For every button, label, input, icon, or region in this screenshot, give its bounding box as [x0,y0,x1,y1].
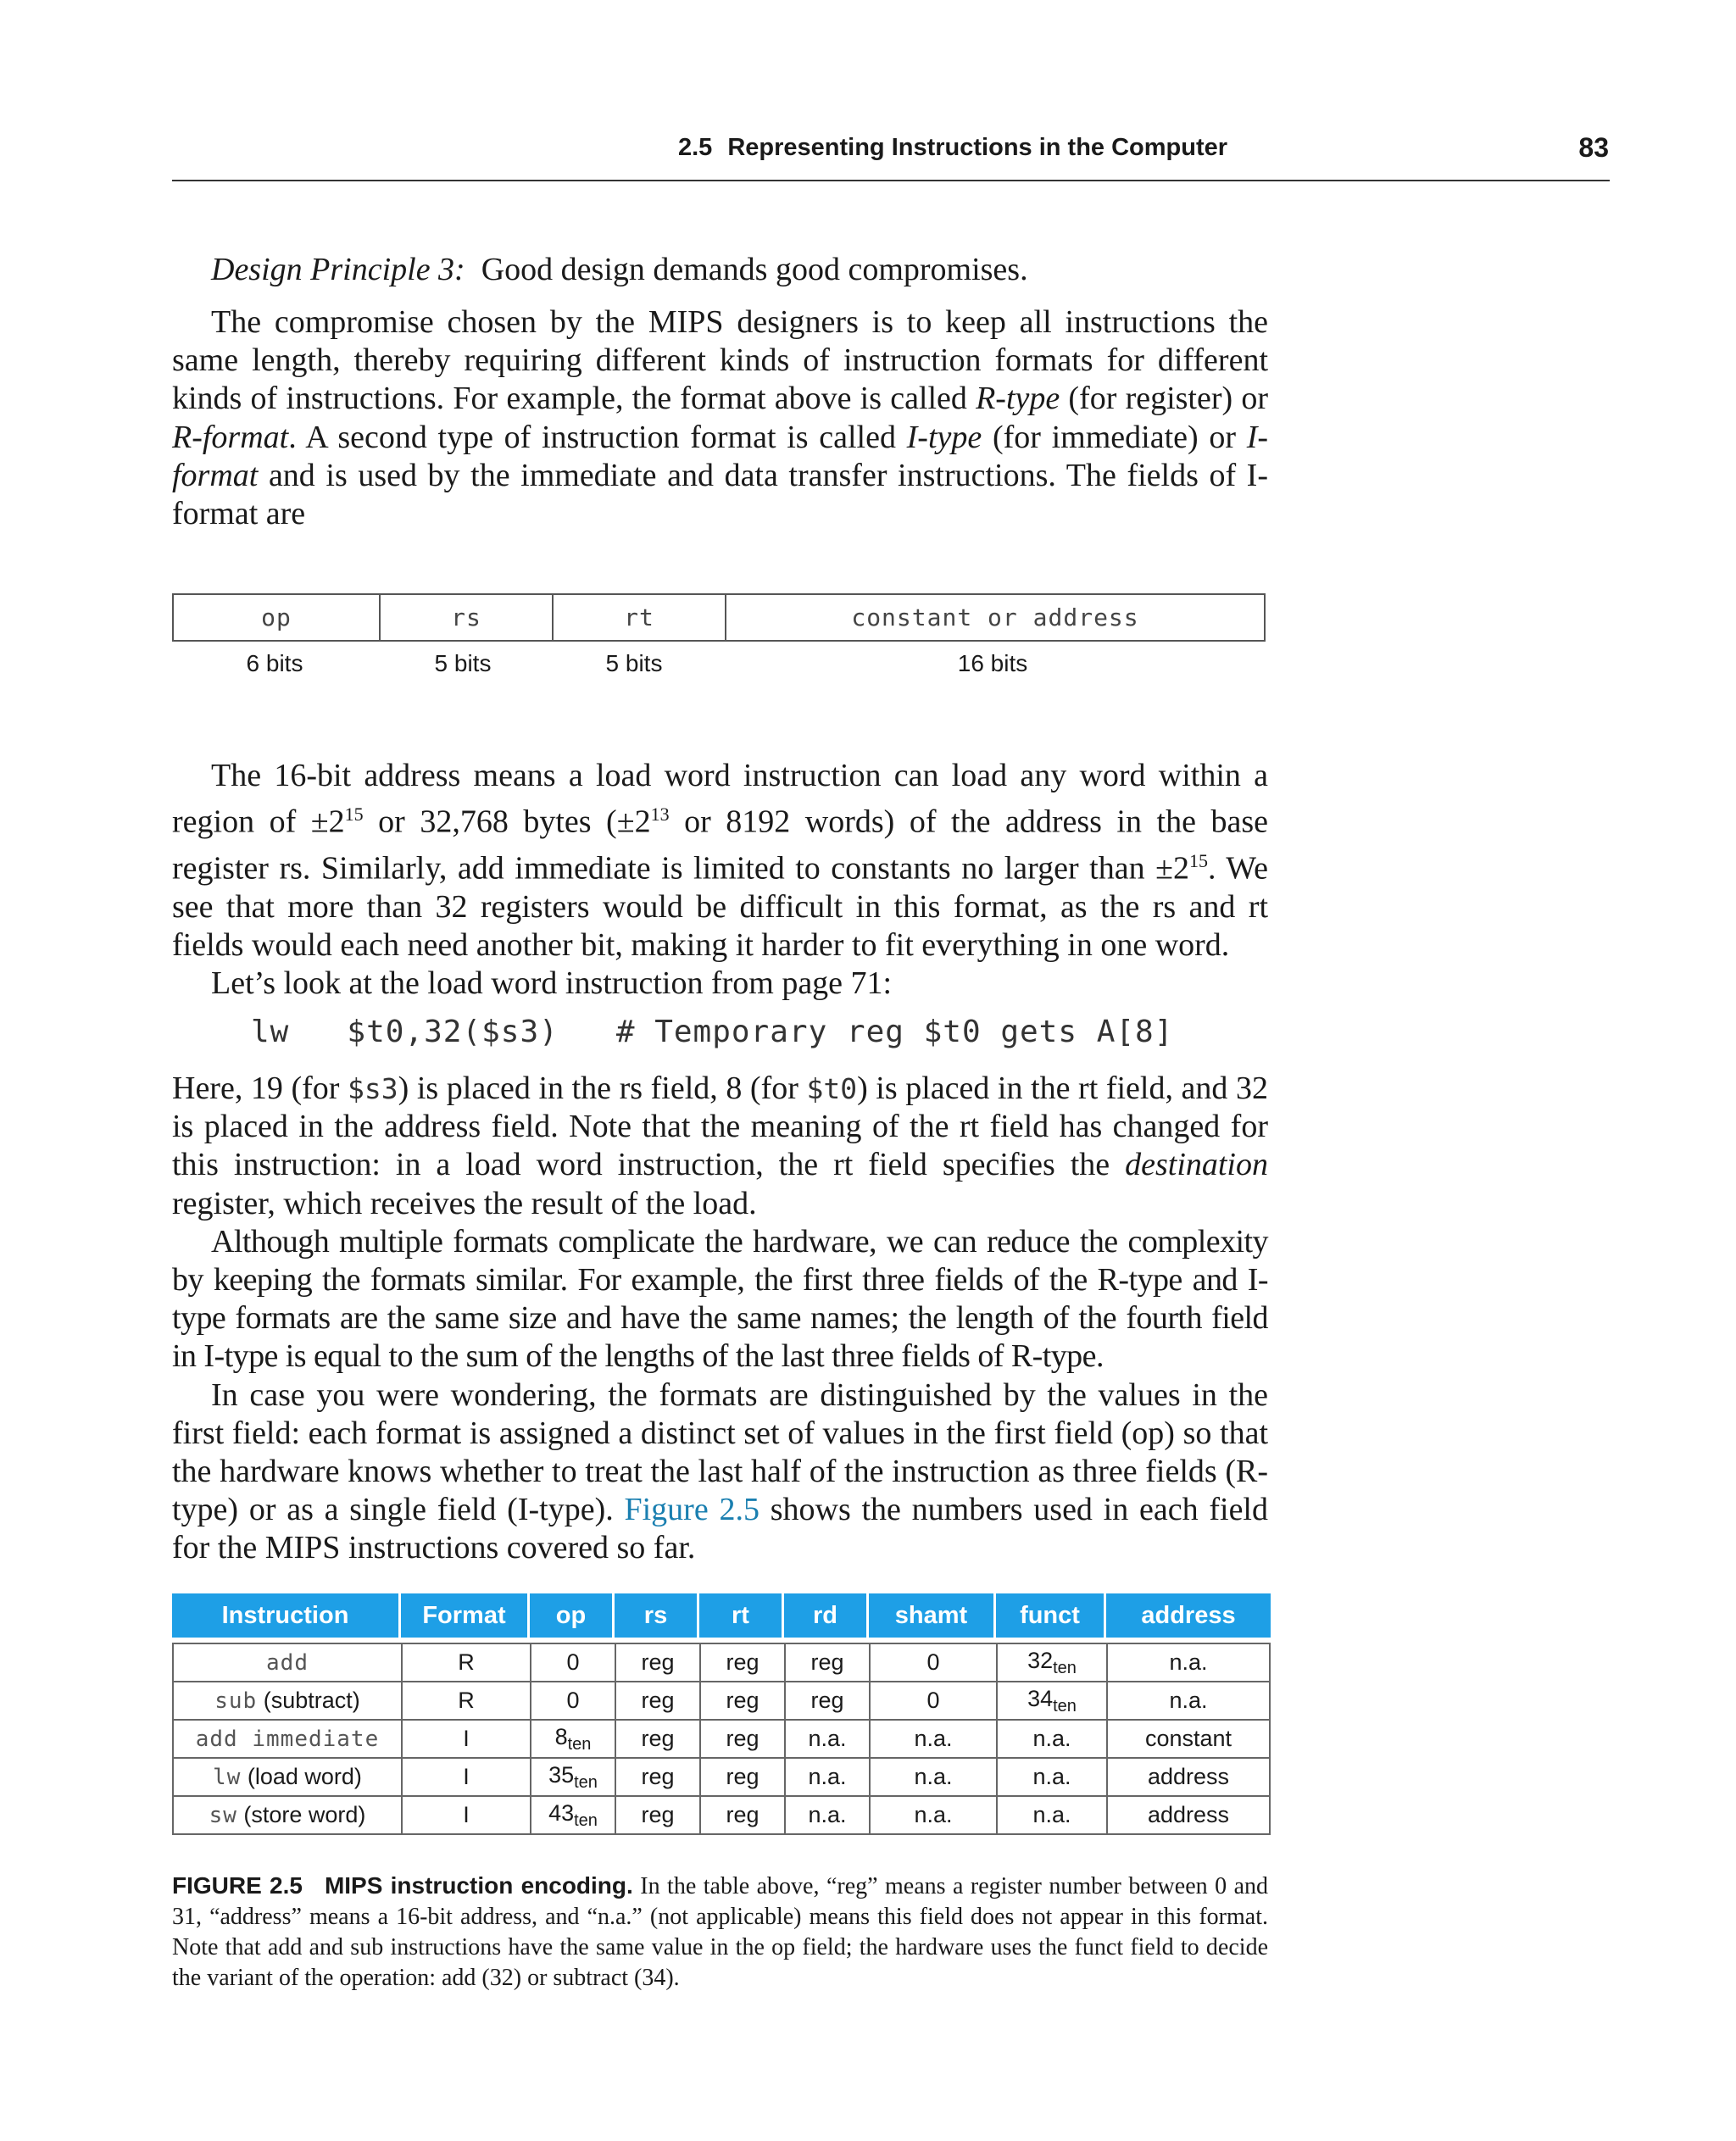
para1-text-2: (for register) or [1060,381,1268,417]
i-format-term: I-format [172,419,1268,493]
header-address: address [1106,1593,1271,1638]
cell-instr [172,1797,401,1835]
figure-2-5-link[interactable]: Figure 2.5 [624,1492,760,1528]
table-row [172,1682,1271,1721]
cell-rd: n.a. [784,1759,869,1797]
para2-text-3: or 8192 words) of the address in the base register rs. Similarly, add immediate is limited to constants no larger than ±2 [172,804,1268,887]
para1-text-4: (for immediate) or [982,419,1247,455]
para2-text-2: or 32,768 bytes (±2 [363,804,651,840]
header-rd: rd [784,1593,869,1638]
instruction-note: (subtract) [263,1688,360,1713]
cell-rs: reg [615,1797,699,1835]
instruction-mnemonic: sub [214,1688,258,1714]
para2-text-4: . We see that more than 32 registers would be difficult in this format, as the rs and rt fields would each need another bit, making it harder to fit everything in one word. [172,850,1268,964]
design-principle [211,251,1028,288]
cell-format: R [401,1643,530,1682]
cell-address: address [1106,1797,1271,1835]
field-constant-or-address: constant or address [851,603,1139,631]
cell-op [530,1759,615,1797]
cell-funct: n.a. [996,1797,1106,1835]
principle-label: Design Principle 3: [211,252,465,287]
code-example [251,1015,1173,1049]
cell-shamt: n.a. [869,1759,996,1797]
paragraph-formats-similar: Although multiple formats complicate the hardware, we can reduce the complexity by keeping the formats similar. For example, the first three fields of the R-type and I-type formats are the same size and have the same names; the length of the fourth field in I-type is equal to the sum of the lengths of the last three fields of R-type. [172,1223,1268,1375]
op-value: 43 [548,1799,575,1826]
cell-format: I [401,1797,530,1835]
cell-rs: reg [615,1682,699,1721]
instruction-note: (load word) [247,1764,362,1789]
op-value: 35 [548,1761,575,1788]
exponent-15b: 15 [1188,850,1208,872]
bits-rs: 5 bits [434,650,492,676]
cell-instr [172,1643,401,1682]
cell-instr [172,1759,401,1797]
i-format-diagram [172,593,1266,677]
code-op: lw [251,1015,290,1049]
instruction-encoding-table [172,1593,1271,1835]
r-type-term: R-type [976,381,1060,417]
cell-rt: reg [699,1797,784,1835]
cell-format: I [401,1721,530,1759]
funct-value: 32 [1027,1647,1054,1673]
page-number: 83 [1578,132,1609,163]
para4-text-1: Here, 19 (for [172,1070,348,1106]
para4-text-4: register, which receives the result of the load. [172,1185,757,1221]
cell-rt: reg [699,1759,784,1797]
cell-op: 0 [530,1643,615,1682]
op-base-subscript: ten [574,1772,598,1792]
para4-text-3: ) is placed in the rt field, and 32 is placed in the address field. Note that the meaning of the rt field has changed for this instruction: in a load word instruction, the rt field specifies the [172,1070,1268,1183]
table-header-row [172,1593,1271,1638]
cell-op: 0 [530,1682,615,1721]
cell-address: constant [1106,1721,1271,1759]
cell-funct: n.a. [996,1759,1106,1797]
para1-text-5: and is used by the immediate and data transfer instructions. The fields of I-format are [172,457,1268,532]
cell-format: I [401,1759,530,1797]
cell-shamt: 0 [869,1643,996,1682]
exponent-15: 15 [344,804,364,826]
instruction-mnemonic: add immediate [195,1727,380,1752]
header-rt: rt [699,1593,784,1638]
cell-rt: reg [699,1721,784,1759]
i-format-fields [172,593,1266,642]
para1-text-3: . A second type of instruction format is called [288,419,907,455]
op-value: 8 [554,1723,568,1749]
instruction-mnemonic: add [266,1650,309,1676]
cell-rd: n.a. [784,1721,869,1759]
paragraph-formats [172,303,1268,533]
paragraph-load-word: Let’s look at the load word instruction from page 71: [211,965,893,1002]
instruction-mnemonic: lw [213,1765,242,1790]
cell-rt: reg [699,1682,784,1721]
exponent-13: 13 [650,804,670,826]
cell-op [530,1721,615,1759]
table-row [172,1759,1271,1797]
caption-figure-number: FIGURE 2.5 [172,1872,303,1899]
cell-instr [172,1682,401,1721]
header-rule [172,180,1610,181]
reg-t0: $t0 [806,1072,858,1105]
running-head [678,134,1227,162]
funct-base-subscript: ten [1053,1696,1077,1716]
cell-funct [996,1682,1106,1721]
i-format-bit-widths [172,650,1266,677]
para6-text-1: In case you were wondering, the formats are distinguished by the values in the first field: each format is assigned a distinct set of values in the first field (op) so that the hardware knows whether to treat the last half of the instruction as three fields (R-type) or as a single field (I-type). [172,1376,1268,1528]
figure-caption [172,1871,1268,1994]
principle-text: Good design demands good compromises. [481,252,1028,287]
cell-format: R [401,1682,530,1721]
cell-instr [172,1721,401,1759]
cell-address: n.a. [1106,1682,1271,1721]
section-number: 2.5 [678,134,713,161]
table-row [172,1797,1271,1835]
op-base-subscript: ten [574,1810,598,1830]
field-op: op [174,595,381,640]
para1-text-1: The compromise chosen by the MIPS designers is to keep all instructions the same length, thereby requiring different kinds of instruction formats for different kinds of instructions. For example, the format above is called [172,304,1268,417]
header-funct: funct [996,1593,1106,1638]
caption-title: MIPS instruction encoding. [324,1872,633,1899]
bits-rt: 5 bits [605,650,663,676]
header-instruction: Instruction [172,1593,401,1638]
para2-text-1: The 16-bit address means a load word instruction can load any word within a region of ±2 [172,758,1268,840]
header-shamt: shamt [869,1593,996,1638]
section-title: Representing Instructions in the Computer [727,134,1228,161]
cell-shamt: n.a. [869,1721,996,1759]
cell-rd: n.a. [784,1797,869,1835]
cell-funct: n.a. [996,1721,1106,1759]
cell-rs: reg [615,1721,699,1759]
para6-text-2: shows the numbers used in each field for the MIPS instructions covered so far. [172,1492,1268,1566]
bits-op: 6 bits [246,650,303,676]
funct-base-subscript: ten [1053,1658,1077,1677]
destination-term: destination [1125,1147,1268,1183]
cell-op [530,1797,615,1835]
funct-value: 34 [1027,1685,1054,1711]
table-row [172,1721,1271,1759]
cell-funct [996,1643,1106,1682]
cell-address: address [1106,1759,1271,1797]
cell-rs: reg [615,1643,699,1682]
cell-rt: reg [699,1643,784,1682]
op-base-subscript: ten [567,1734,592,1754]
cell-shamt: 0 [869,1682,996,1721]
cell-shamt: n.a. [869,1797,996,1835]
header-op: op [530,1593,615,1638]
r-format-term: R-format [172,419,289,455]
paragraph-fields-explanation [172,1070,1268,1568]
code-operands: $t0,32($s3) [347,1015,559,1049]
cell-address: n.a. [1106,1643,1271,1682]
i-type-term: I-type [906,419,982,455]
header-rs: rs [615,1593,699,1638]
instruction-note: (store word) [243,1802,366,1827]
code-comment: # Temporary reg $t0 gets A[8] [615,1015,1174,1049]
instruction-mnemonic: sw [209,1803,237,1828]
paragraph-address-range [172,757,1268,1004]
cell-rd: reg [784,1682,869,1721]
bits-constant: 16 bits [957,650,1028,676]
cell-rd: reg [784,1643,869,1682]
para4-text-2: ) is placed in the rs field, 8 (for [398,1070,807,1106]
header-format: Format [401,1593,530,1638]
cell-rs: reg [615,1759,699,1797]
caption-text: In the table above, “reg” means a register number between 0 and 31, “address” means a 16-bit address, and “n.a.” (not applicable) means this field does not appear in this format. Note that add and sub instructions have the same value in the op field; the hardware uses the funct field to decide the variant of the operation: add (32) or subtract (34). [172,1873,1268,1991]
table-row [172,1643,1271,1682]
reg-s3: $s3 [348,1072,398,1105]
field-rs: rs [381,595,554,640]
field-rt: rt [554,595,726,640]
